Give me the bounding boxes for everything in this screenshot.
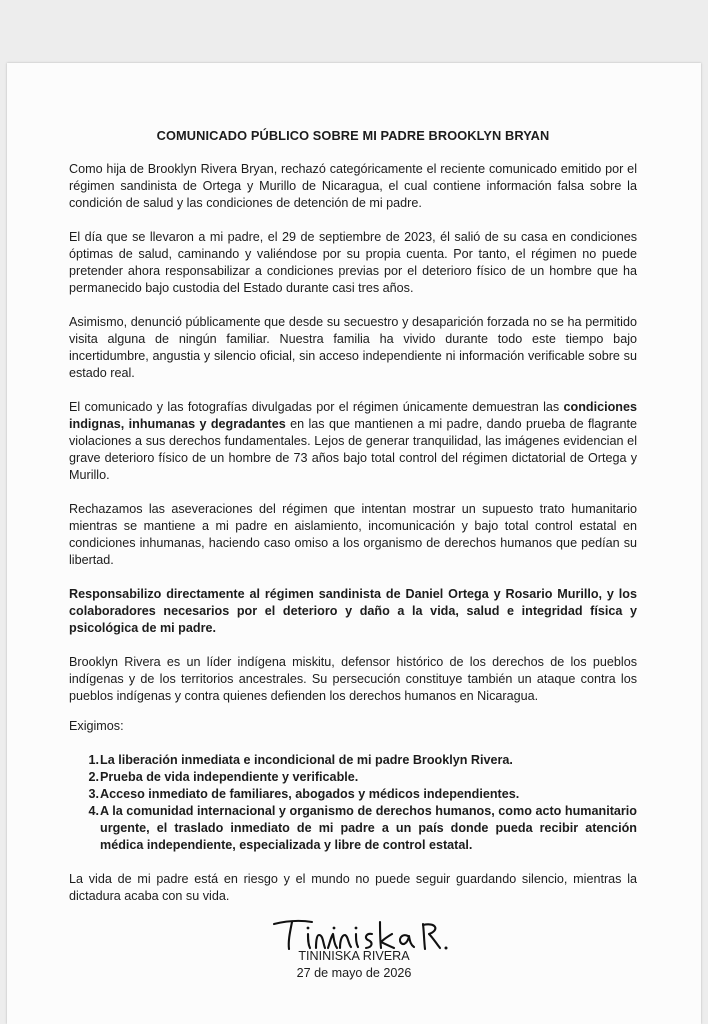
demand-text: Acceso inmediato de familiares, abogados y médicos independientes. xyxy=(100,786,520,801)
demand-item xyxy=(69,769,637,786)
paragraph-8: La vida de mi padre está en riesgo y el mundo no puede seguir guardando silencio, mientras la dictadura acaba con su vida. xyxy=(69,871,637,903)
paragraph-4-bold-phrase: condiciones indignas, inhumanas y degradantes xyxy=(69,400,637,431)
paragraph-2: El día que se llevaron a mi padre, el 29 de septiembre de 2023, él salió de su casa en condiciones óptimas de salud, caminando y valiéndose por su propia cuenta. Por tanto, el régimen no puede pretender ahora responsabilizar a condiciones previas por el deterioro físico de un hombre que ha permanecido bajo custodia del Estado durante casi tres años. xyxy=(69,230,637,295)
demands-list xyxy=(69,752,637,854)
signature-date: 27 de mayo de 2026 xyxy=(296,966,412,980)
demand-text: La liberación inmediata e incondicional de mi padre Brooklyn Rivera. xyxy=(100,752,513,767)
demand-item xyxy=(69,752,637,769)
demand-number: 4. xyxy=(88,803,99,818)
paragraph-3: Asimismo, denunció públicamente que desde su secuestro y desaparición forzada no se ha permitido visita alguna de ningún familiar. Nuestra familia ha vivido durante todo este tiempo bajo incertidumbre, angustia y silencio oficial, sin acceso independiente ni información verificable sobre su estado real. xyxy=(69,315,637,380)
demand-text: A la comunidad internacional y organismo de derechos humanos, como acto humanitario urgente, el traslado inmediato de mi padre a un país donde pueda recibir atención médica independiente, especializada y libre de control estatal. xyxy=(100,803,637,852)
paragraph-4 xyxy=(69,399,637,484)
signer-name: TININISKA RIVERA xyxy=(298,949,410,963)
paragraph-7: Brooklyn Rivera es un líder indígena miskitu, defensor histórico de los derechos de los pueblos indígenas y de los territorios ancestrales. Su persecución constituye también un ataque contra los pueblos indígenas y contra quienes defienden los derechos humanos en Nicaragua. xyxy=(69,655,637,703)
demand-text: Prueba de vida independiente y verificable. xyxy=(100,769,359,784)
paragraph-4-text-end: en las que mantienen a mi padre, dando prueba de flagrante violaciones a sus derechos fundamentales. Lejos de generar tranquilidad, las imágenes evidencian el grave deterioro físico de un hombre de 73 años bajo total control del régimen dictatorial de Ortega y Murillo. xyxy=(69,417,637,482)
demand-number: 1. xyxy=(88,752,99,767)
document-title: COMUNICADO PÚBLICO SOBRE MI PADRE BROOKLYN BRYAN xyxy=(156,128,550,143)
paragraph-4-text-start: El comunicado y las fotografías divulgadas por el régimen únicamente demuestran las xyxy=(69,400,564,414)
demand-item xyxy=(69,786,637,803)
demand-item xyxy=(69,803,637,854)
demand-number: 2. xyxy=(88,769,99,784)
document-body xyxy=(69,127,637,922)
paragraph-1: Como hija de Brooklyn Rivera Bryan, rechazó categóricamente el reciente comunicado emitido por el régimen sandinista de Ortega y Murillo de Nicaragua, el cual contiene información falsa sobre la condición de salud y las condiciones de detención de mi padre. xyxy=(69,162,637,210)
demand-number: 3. xyxy=(88,786,99,801)
demands-intro: Exigimos: xyxy=(69,718,124,733)
paragraph-6-bold: Responsabilizo directamente al régimen sandinista de Daniel Ortega y Rosario Murillo, y los colaboradores necesarios por el deterioro y daño a la vida, salud e integridad física y psicológica de mi padre. xyxy=(69,587,637,635)
paragraph-5: Rechazamos las aseveraciones del régimen que intentan mostrar un supuesto trato humanitario mientras se mantiene a mi padre en aislamiento, incomunicación y bajo total control estatal en condiciones inhumanas, haciendo caso omiso a los organismo de derechos humanos que pedían su libertad. xyxy=(69,502,637,567)
